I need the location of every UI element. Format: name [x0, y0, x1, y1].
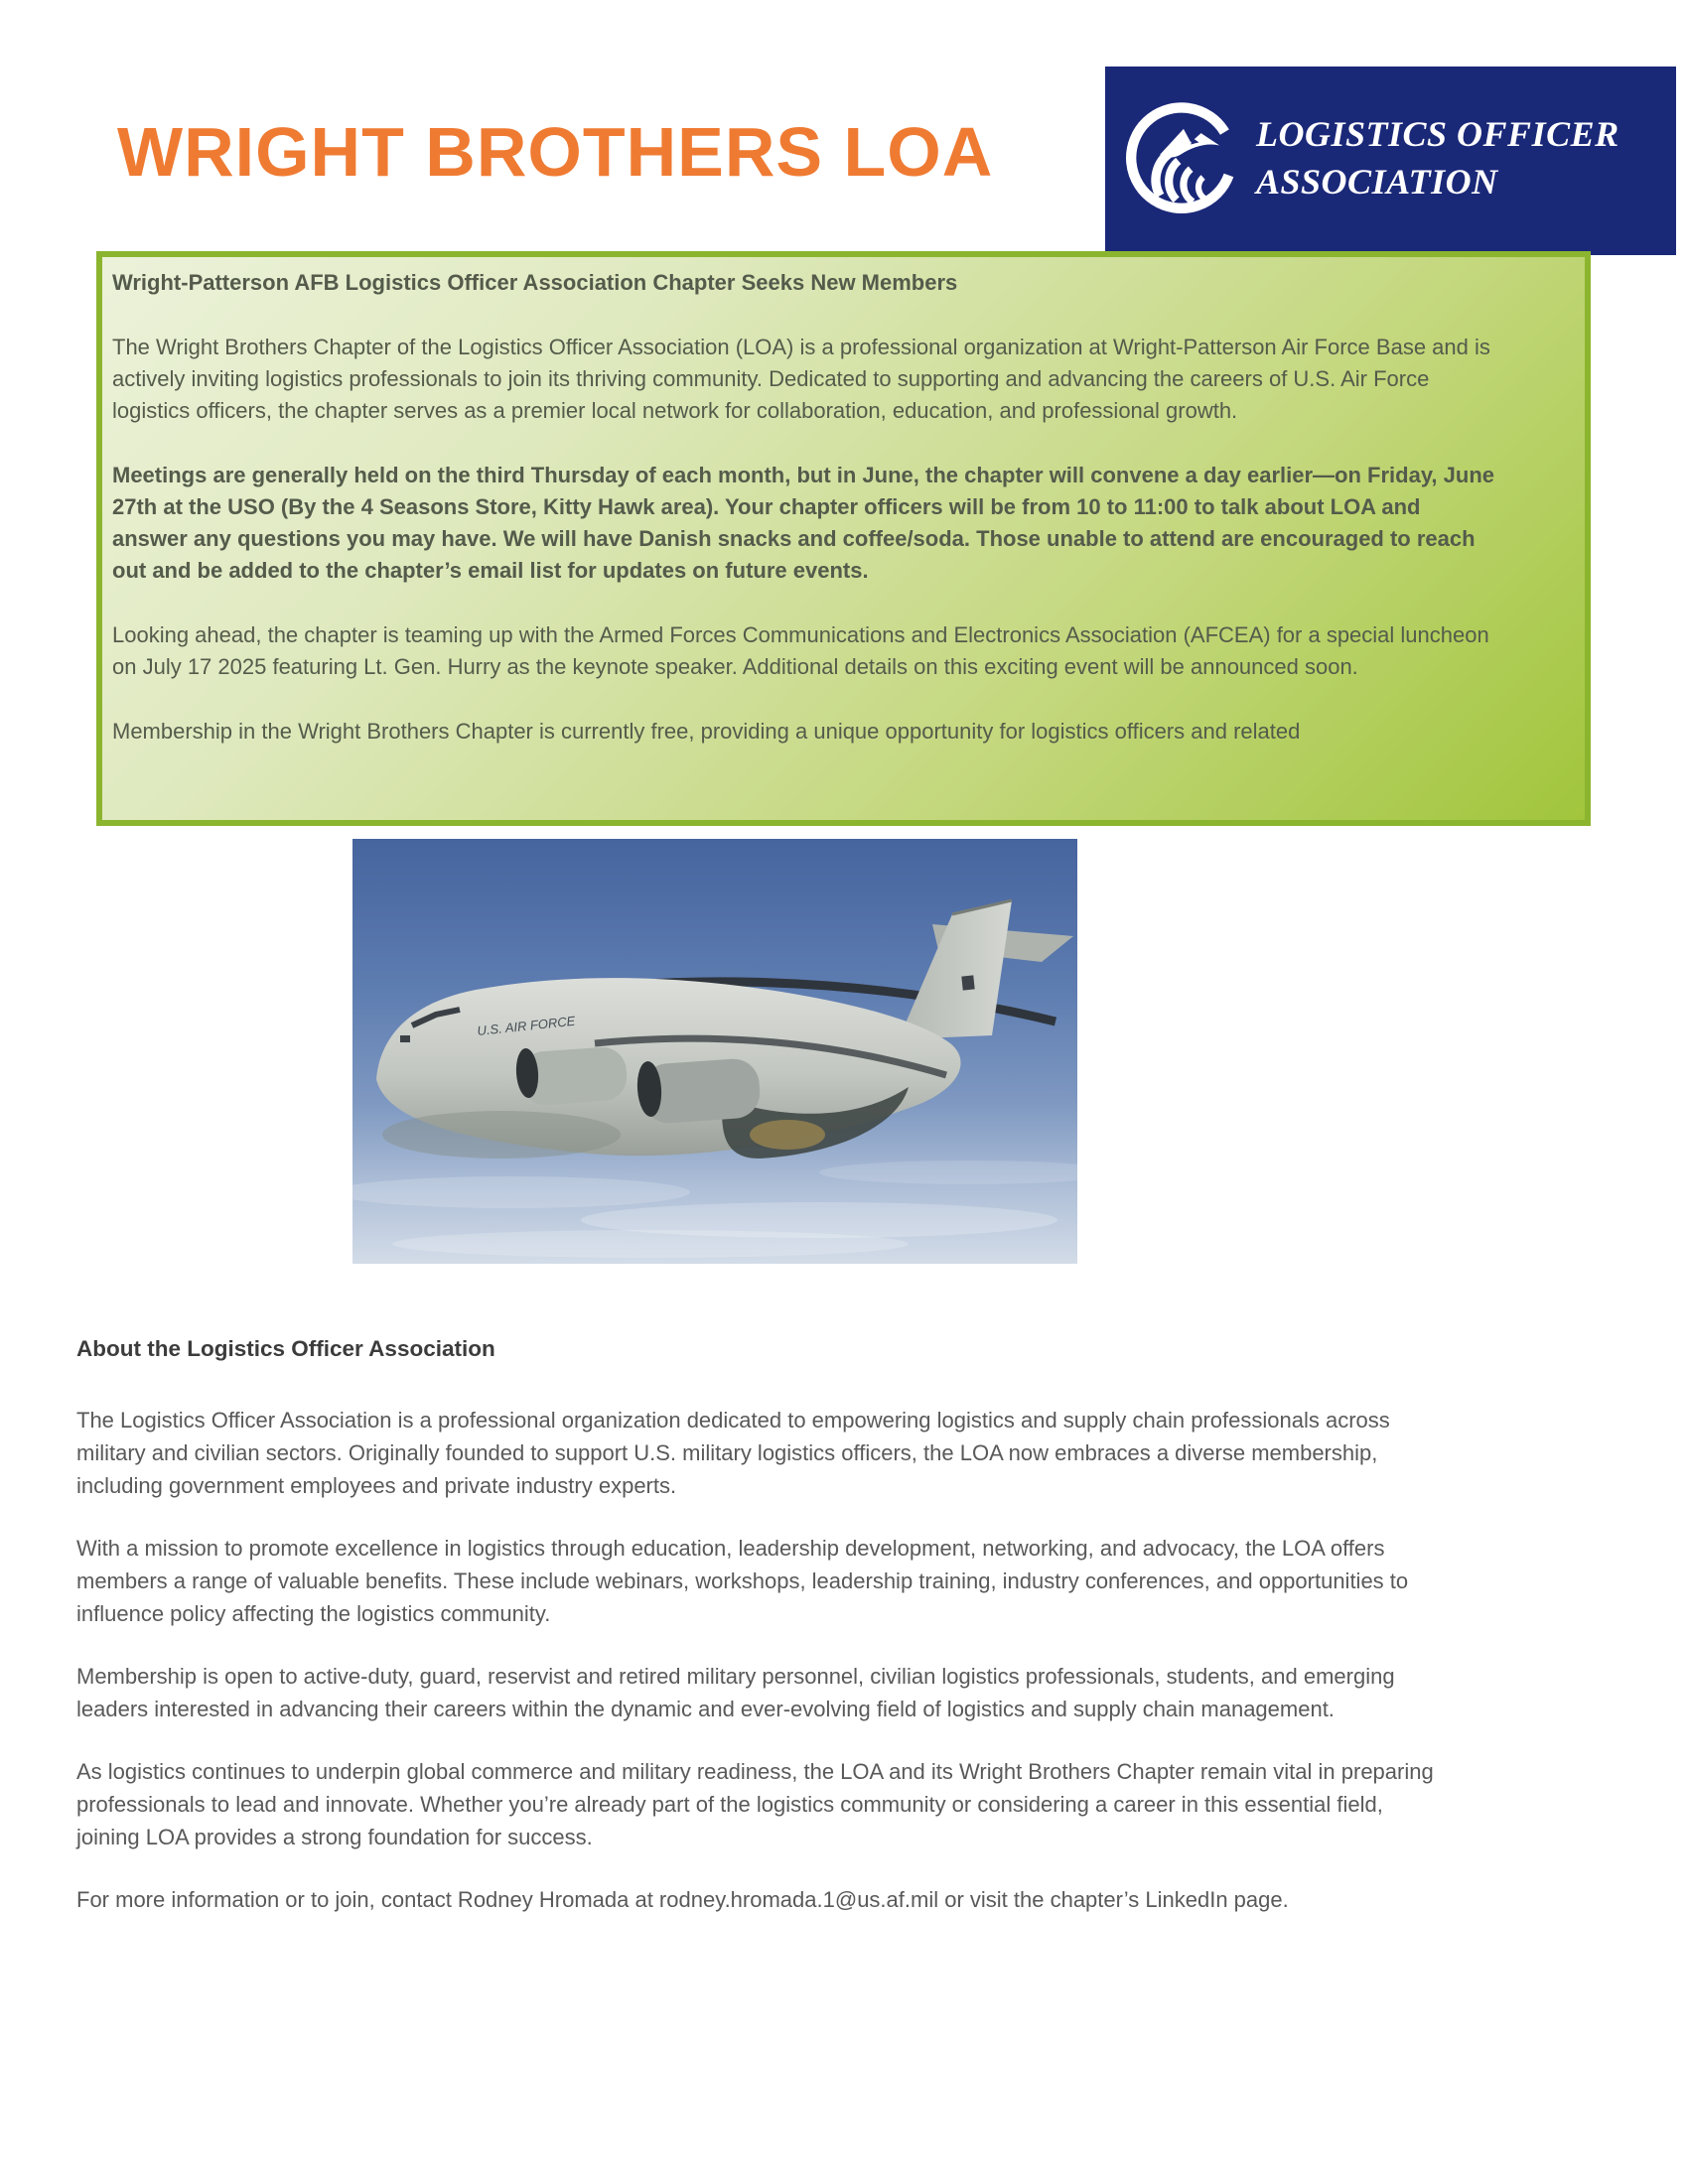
about-section	[76, 1332, 1437, 1946]
about-paragraph-membership: Membership is open to active-duty, guard, reservist and retired military personnel, civilian logistics professionals, students, and emerging leaders interested in advancing their careers within the dynamic and ever-evolving field of logistics and supply chain management.	[76, 1664, 1395, 1721]
announcement-paragraph-membership: Membership in the Wright Brothers Chapter is currently free, providing a unique opportunity for logistics officers and related	[112, 719, 1301, 744]
page-title: WRIGHT BROTHERS LOA	[117, 113, 994, 191]
logo-text-line2: ASSOCIATION	[1256, 162, 1498, 202]
logo-text-line1: LOGISTICS OFFICER	[1256, 114, 1619, 154]
about-paragraph-contact: For more information or to join, contact Rodney Hromada at rodney.hromada.1@us.af.mil or visit the chapter’s LinkedIn page.	[76, 1887, 1289, 1912]
announcement-box	[96, 251, 1591, 826]
aircraft-marking-text: U.S. AIR FORCE	[476, 1013, 576, 1038]
about-paragraph-overview: The Logistics Officer Association is a professional organization dedicated to empowering logistics and supply chain professionals across military and civilian sectors. Originally founded to support U.S. military logistics officers, the LOA now embraces a diverse membership, including government employees and private industry experts.	[76, 1408, 1390, 1498]
announcement-heading: Wright-Patterson AFB Logistics Officer Association Chapter Seeks New Members	[112, 270, 958, 295]
eagle-wave-emblem-icon	[1125, 100, 1244, 221]
announcement-paragraph-meetings: Meetings are generally held on the third Thursday of each month, but in June, the chapter will convene a day earlier—on Friday, June 27th at the USO (By the 4 Seasons Store, Kitty Hawk area). Your chapter officers will be from 10 to 11:00 to talk about LOA and answer any questions you may have. We will have Danish snacks and coffee/soda. Those unable to attend are encouraged to reach out and be added to the chapter’s email list for updates on future events.	[112, 463, 1494, 583]
aircraft-photo	[352, 839, 1077, 1264]
about-paragraph-mission: With a mission to promote excellence in logistics through education, leadership development, networking, and advocacy, the LOA offers members a range of valuable benefits. These include webinars, workshops, leadership training, industry conferences, and opportunities to influence policy affecting the logistics community.	[76, 1536, 1409, 1626]
loa-logo	[1105, 67, 1676, 255]
announcement-paragraph: The Wright Brothers Chapter of the Logistics Officer Association (LOA) is a professional organization at Wright-Patterson Air Force Base and is actively inviting logistics professionals to join its thriving community. Dedicated to supporting and advancing the careers of U.S. Air Force logistics officers, the chapter serves as a premier local network for collaboration, education, and professional growth.	[112, 335, 1490, 423]
about-paragraph-vision: As logistics continues to underpin global commerce and military readiness, the LOA and its Wright Brothers Chapter remain vital in preparing professionals to lead and innovate. Whether you’re already part of the logistics community or considering a career in this essential field, joining LOA provides a strong foundation for success.	[76, 1759, 1434, 1849]
about-heading: About the Logistics Officer Association	[76, 1336, 495, 1361]
announcement-paragraph-luncheon: Looking ahead, the chapter is teaming up with the Armed Forces Communications and Electronics Association (AFCEA) for a special luncheon on July 17 2025 featuring Lt. Gen. Hurry as the keynote speaker. Additional details on this exciting event will be announced soon.	[112, 622, 1489, 679]
